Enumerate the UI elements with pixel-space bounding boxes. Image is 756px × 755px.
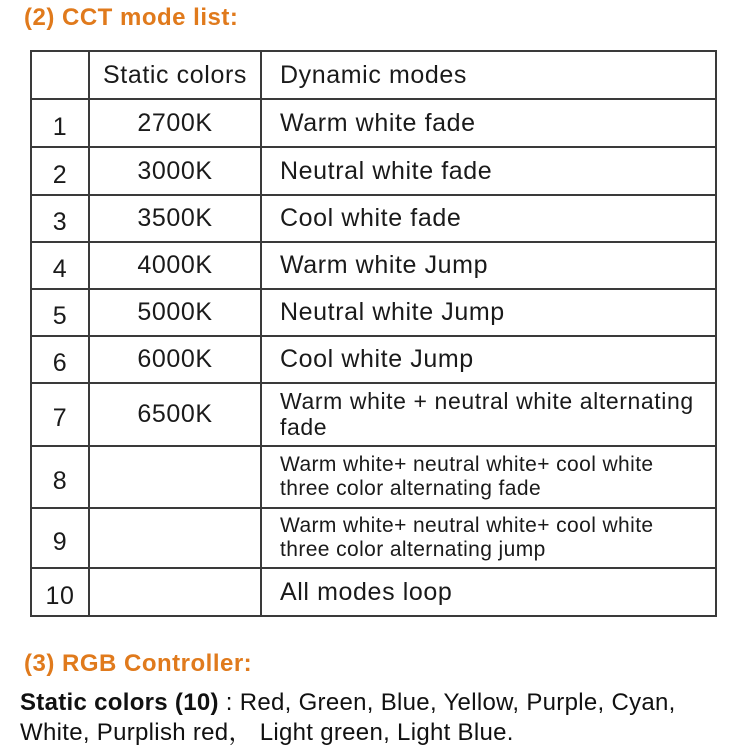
row-number: 5 <box>31 289 89 336</box>
header-number-cell <box>31 51 89 99</box>
row-number: 2 <box>31 147 89 195</box>
row-number: 7 <box>31 383 89 446</box>
static-color-value: 3000K <box>89 147 261 195</box>
static-color-value: 3500K <box>89 195 261 242</box>
table-row <box>31 383 716 446</box>
static-color-value: 5000K <box>89 289 261 336</box>
dynamic-mode-label: Warm white + neutral white alternating fade <box>261 383 716 446</box>
row-number: 4 <box>31 242 89 289</box>
table-row <box>31 289 716 336</box>
row-number: 3 <box>31 195 89 242</box>
static-color-value <box>89 568 261 616</box>
dynamic-mode-label: Neutral white fade <box>261 147 716 195</box>
static-color-value: 4000K <box>89 242 261 289</box>
row-number: 9 <box>31 508 89 568</box>
cct-section-heading: (2) CCT mode list: <box>24 4 239 31</box>
table-row <box>31 99 716 147</box>
cct-mode-table <box>30 50 717 617</box>
dynamic-mode-label: Warm white+ neutral white+ cool white three color alternating fade <box>261 446 716 508</box>
table-row <box>31 568 716 616</box>
rgb-static-colors-paragraph <box>20 688 740 748</box>
row-number: 6 <box>31 336 89 383</box>
dynamic-mode-label: Cool white Jump <box>261 336 716 383</box>
static-colors-label: Static colors (10) <box>20 689 219 716</box>
table-header-row <box>31 51 716 99</box>
dynamic-mode-label: Cool white fade <box>261 195 716 242</box>
header-dynamic-modes: Dynamic modes <box>261 51 716 99</box>
static-color-value <box>89 508 261 568</box>
static-color-value: 6500K <box>89 383 261 446</box>
static-colors-list: : Red, Green, Blue, Yellow, Purple, Cyan, White, Purplish red， Light green, Light Blue. <box>20 689 676 746</box>
dynamic-mode-label: All modes loop <box>261 568 716 616</box>
static-color-value: 6000K <box>89 336 261 383</box>
rgb-section-heading: (3) RGB Controller: <box>24 650 253 677</box>
dynamic-mode-label: Warm white+ neutral white+ cool white three color alternating jump <box>261 508 716 568</box>
row-number: 10 <box>31 568 89 616</box>
table-row <box>31 336 716 383</box>
dynamic-mode-label: Warm white fade <box>261 99 716 147</box>
header-static-colors: Static colors <box>89 51 261 99</box>
table-row <box>31 147 716 195</box>
row-number: 8 <box>31 446 89 508</box>
table-row <box>31 242 716 289</box>
dynamic-mode-label: Warm white Jump <box>261 242 716 289</box>
table-row <box>31 446 716 508</box>
static-color-value <box>89 446 261 508</box>
static-color-value: 2700K <box>89 99 261 147</box>
dynamic-mode-label: Neutral white Jump <box>261 289 716 336</box>
table-row <box>31 508 716 568</box>
table-row <box>31 195 716 242</box>
row-number: 1 <box>31 99 89 147</box>
